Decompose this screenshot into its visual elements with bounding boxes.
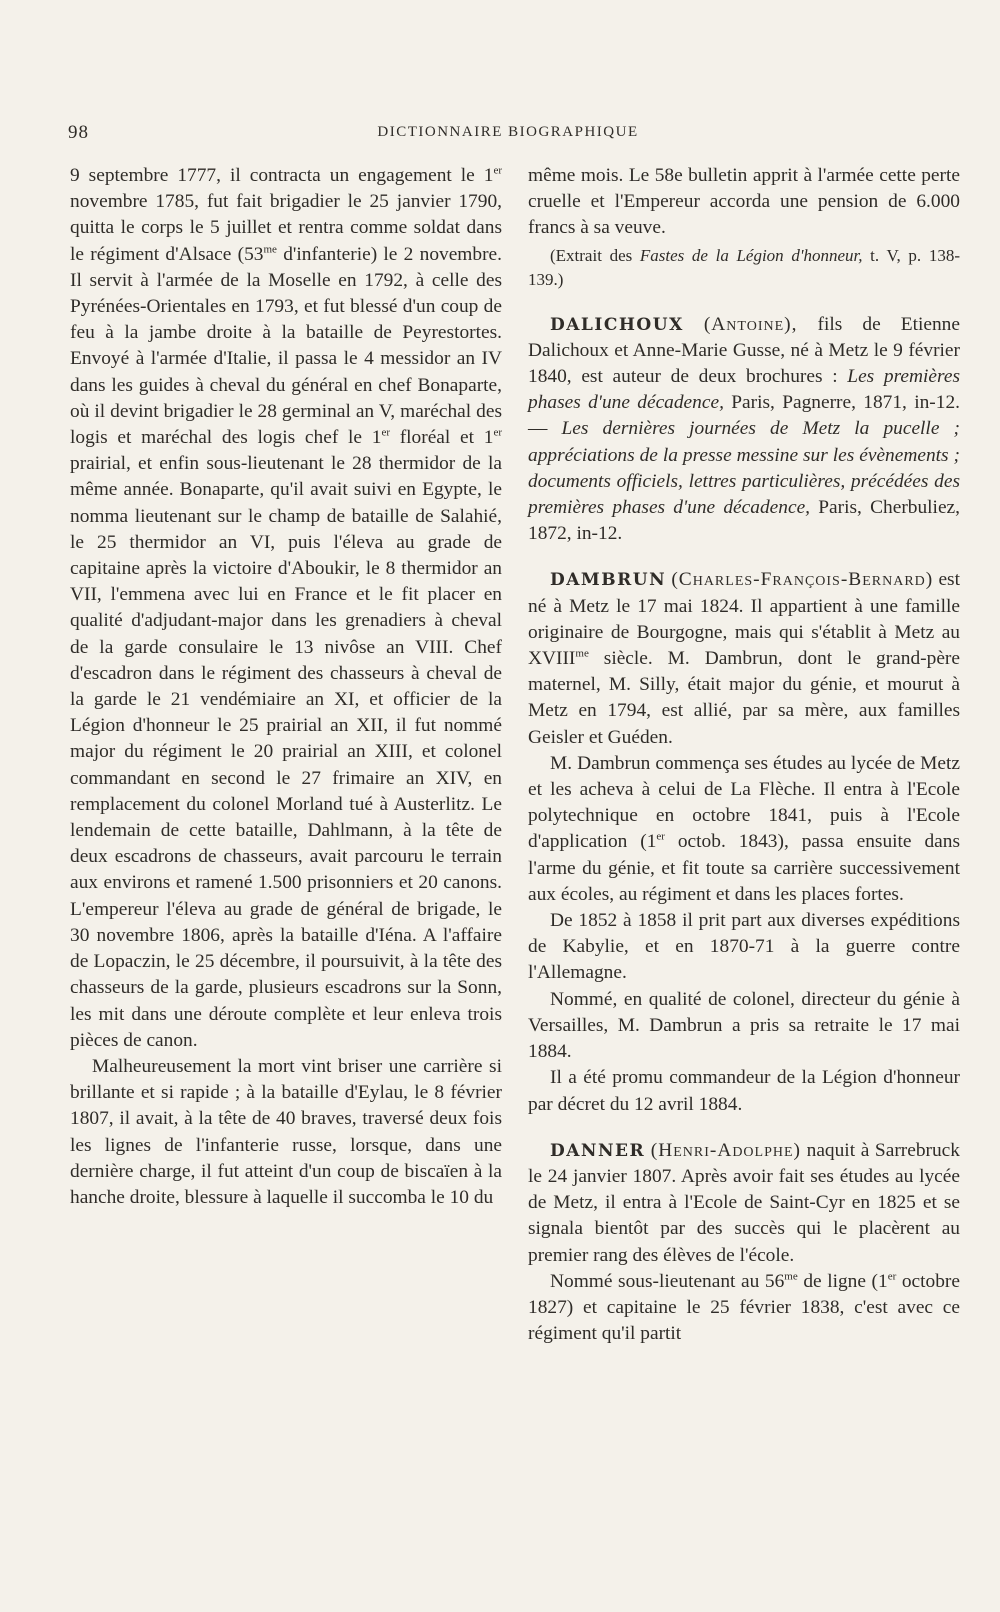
paragraph: Malheureusement la mort vint briser une carrière si brillante et si rapide ; à la bataille d'Eylau, le 8 février 1807, il avait, à la tête de 40 braves, traversé deux fois les lignes de l'infanterie russe, lorsque, dans une dernière charge, il fut atteint d'un coup de biscaïen à la hanche droite, blessure à laquelle il succomba le 10 du [70, 1055, 502, 1208]
source-citation: (Extrait des Fastes de la Légion d'honneur, t. V, p. 138-139.) [528, 245, 960, 289]
paragraph: DANNER (Henri-Adolphe) naquit à Sarrebruck le 24 janvier 1807. Après avoir fait ses études au lycée de Metz, il entra à l'Ecole de Saint-Cyr en 1825 et se signala bientôt par des succès qui le placèrent au premier rang des élèves de l'école. [528, 1139, 960, 1266]
paragraph: Nommé, en qualité de colonel, directeur du génie à Versailles, M. Dambrun a pris sa retraite le 17 mai 1884. [528, 988, 960, 1063]
paragraph: Il a été promu commandeur de la Légion d'honneur par décret du 12 avril 1884. [528, 1067, 960, 1115]
entry-dalichoux [528, 312, 960, 548]
running-title: DICTIONNAIRE BIOGRAPHIQUE [377, 124, 639, 140]
paragraph: M. Dambrun commença ses études au lycée de Metz et les acheva à celui de La Flèche. Il entra à l'Ecole polytechnique en octobre 1841, puis à l'Ecole d'application (1er octob. 1843), passa ensuite dans l'arme du génie, et fit toute sa carrière successivement aux écoles, au régiment et dans les places fortes. [528, 752, 960, 905]
entry-heading: DAMBRUN [550, 570, 667, 591]
page-header [68, 122, 948, 146]
right-column [528, 163, 960, 1347]
entry-danner [528, 1138, 960, 1348]
paragraph: De 1852 à 1858 il prit part aux diverses expéditions de Kabylie, et en 1870-71 à la guerre contre l'Allemagne. [528, 910, 960, 984]
left-column [70, 163, 502, 1211]
paragraph: Nommé sous-lieutenant au $56^{me}$ de ligne (1er octobre 1827) et capitaine le 25 février 1838, c'est avec ce régiment qu'il partit [528, 1270, 960, 1345]
entry-heading: DALICHOUX [550, 314, 684, 335]
paragraph: DALICHOUX (Antoine), fils de Etienne Dalichoux et Anne-Marie Gusse, né à Metz le 9 février 1840, est auteur de deux brochures : Les premières phases d'une décadence, Paris, Pagnerre, 1871, in-12. — Les dernières journées de Metz la pucelle ; appréciations de la presse messine sur les évènements ; documents officiels, lettres particulières, précédées des premières phases d'une décadence, Paris, Cherbuliez, 1872, in-12. [528, 313, 961, 545]
page-number: 98 [68, 122, 89, 143]
entry-heading: DANNER [550, 1140, 646, 1161]
paragraph: même mois. Le 58e bulletin apprit à l'armée cette perte cruelle et l'Empereur accorda une pension de 6.000 francs à sa veuve. [528, 165, 960, 239]
entry-dambrun [528, 567, 960, 1117]
paragraph: DAMBRUN (Charles-François-Bernard) est né à Metz le 17 mai 1824. Il appartient à une famille originaire de Bourgogne, mais qui s'établit à Metz au $XVIII^{me}$ siècle. M. Dambrun, dont le grand-père maternel, M. Silly, était major du génie, et mourut à Metz en 1794, est allié, par sa mère, aux familles Geisler et Guéden. [528, 569, 960, 748]
paragraph: 9 septembre 1777, il contracta un engagement le 1er novembre 1785, fut fait brigadier le 25 janvier 1790, quitta le corps le 5 juillet et rentra comme soldat dans le régiment d'Alsace ($53^{me}$ d'infanterie) le 2 novembre. Il servit à l'armée de la Moselle en 1792, à celle des Pyrénées-Orientales en 1793, et fut blessé d'un coup de feu à la jambe droite à la bataille de Peyrestortes. Envoyé à l'armée d'Italie, il passa le 4 messidor an IV dans les guides à cheval du général en chef Bonaparte, où il devint brigadier le 28 germinal an V, maréchal des logis et maréchal des logis chef le 1er floréal et 1er prairial, et enfin sous-lieutenant le 28 thermidor de la même année. Bonaparte, qu'il avait suivi en Egypte, le nomma lieutenant sur le champ de bataille de Salahié, le 25 thermidor an VI, puis l'éleva au grade de capitaine après la victoire d'Aboukir, le 8 thermidor an VII, l'emmena avec lui en France et le fit placer en qualité d'adjudant-major dans les grenadiers à cheval de la garde consulaire le 13 nivôse an VIII. Chef d'escadron dans le régiment des chasseurs à cheval de la garde le 21 vendémiaire an XI, et officier de la Légion d'honneur le 25 prairial an XII, il fut nommé major du régiment le 20 prairial an XIII, et colonel commandant en second le 27 frimaire an XIV, en remplacement du colonel Morland tué à Austerlitz. Le lendemain de cette bataille, Dahlmann, à la tête de deux escadrons de chasseurs, avait parcouru le terrain aux environs et ramené 1.500 prisonniers et 20 canons. L'empereur l'éleva au grade de général de brigade, le 30 novembre 1806, après la bataille d'Iéna. A l'affaire de Lopaczin, le 25 décembre, il poursuivit, à la tête des chasseurs de la garde, plusieurs escadrons sur la Sonn, les mit dans une déroute complète et leur enleva trois pièces de canon. [70, 164, 502, 1051]
